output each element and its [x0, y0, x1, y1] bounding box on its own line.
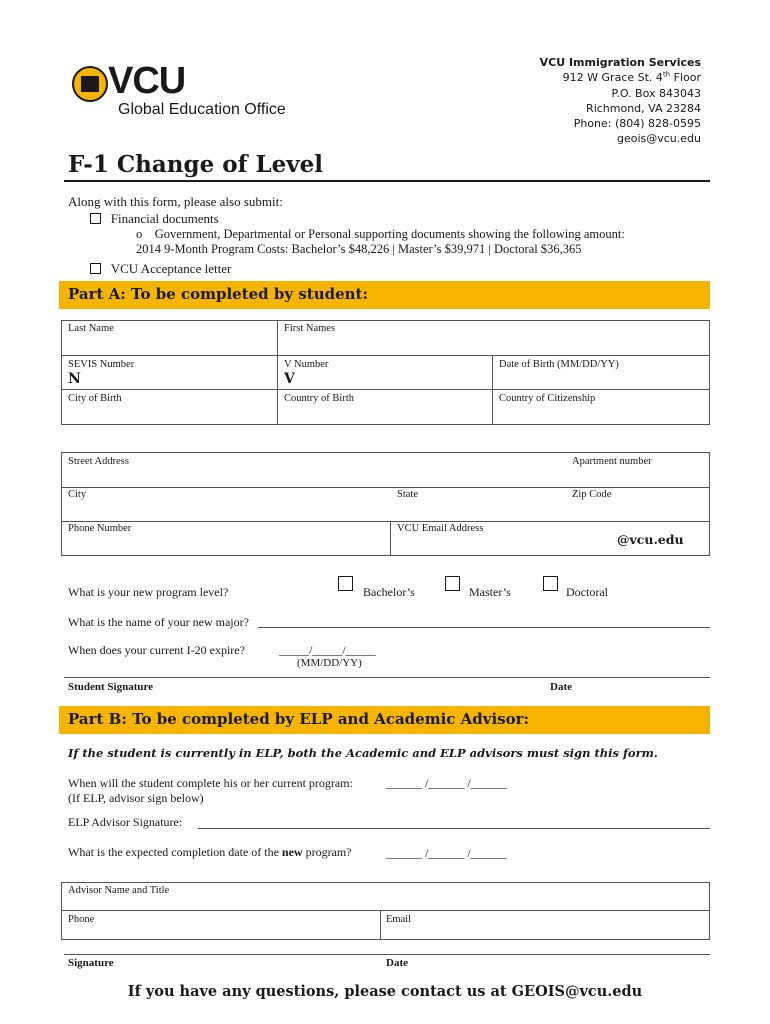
student-info-table: [61, 320, 710, 425]
doctoral-label: Doctoral: [566, 585, 608, 599]
part-a-header: Part A: To be completed by student:: [59, 281, 710, 309]
major-question: What is the name of your new major?: [68, 615, 249, 629]
sevis-label: SEVIS Number: [68, 359, 135, 370]
expected-date-blank[interactable]: ______ /______ /______: [386, 846, 507, 860]
intro-text: [68, 193, 625, 277]
expected-question: What is the expected completion date of the new program?: [68, 845, 352, 859]
city-label: City: [68, 489, 87, 500]
v-number-label: V Number: [284, 359, 329, 370]
v-prefix: V: [284, 371, 295, 387]
completion-date-blank[interactable]: ______ /______ /______: [386, 776, 507, 790]
elp-note: If the student is currently in ELP, both the Academic and ELP advisors must sign this form.: [68, 746, 658, 760]
footer-contact: If you have any questions, please contact us at GEOIS@vcu.edu: [127, 983, 643, 1000]
state-label: State: [397, 489, 418, 500]
sub-bullet: o Government, Departmental or Personal supporting documents showing the following amount:: [136, 227, 625, 241]
address-line-3: Richmond, VA 23284: [586, 101, 701, 115]
email-suffix: @vcu.edu: [617, 532, 684, 547]
phone-line: Phone: (804) 828-0595: [573, 117, 701, 131]
student-date-label: Date: [550, 681, 572, 693]
checklist-acceptance: VCU Acceptance letter: [68, 260, 625, 277]
phone-label: Phone Number: [68, 523, 132, 534]
page-title: F-1 Change of Level: [68, 151, 324, 178]
financial-checkbox[interactable]: [90, 213, 101, 224]
email-line[interactable]: geois@vcu.edu: [616, 132, 701, 146]
logo-subtitle: Global Education Office: [118, 101, 286, 118]
masters-label: Master’s: [469, 585, 511, 599]
masters-checkbox[interactable]: [445, 576, 460, 591]
checklist-financial: Financial documents: [68, 210, 625, 227]
part-b-header: Part B: To be completed by ELP and Academic Advisor:: [59, 706, 710, 734]
acceptance-checkbox[interactable]: [90, 263, 101, 274]
vcu-logo: VCU: [108, 60, 186, 102]
city-birth-label: City of Birth: [68, 393, 122, 404]
complete-question-note: (If ELP, advisor sign below): [68, 791, 204, 805]
intro-lead: Along with this form, please also submit:: [68, 194, 283, 209]
vcu-email-label: VCU Email Address: [397, 523, 484, 534]
student-signature-line[interactable]: [64, 677, 710, 678]
doctoral-checkbox[interactable]: [543, 576, 558, 591]
advisor-signature-label: Signature: [68, 957, 114, 969]
advisor-date-label: Date: [386, 957, 408, 969]
complete-question: When will the student complete his or her current program:: [68, 776, 353, 790]
apartment-label: Apartment number: [572, 456, 652, 467]
advisor-email-label: Email: [386, 914, 412, 925]
student-signature-label: Student Signature: [68, 681, 154, 693]
i20-question: When does your current I-20 expire?: [68, 643, 245, 657]
country-citizenship-label: Country of Citizenship: [499, 393, 596, 404]
major-input-line[interactable]: [258, 627, 710, 628]
bachelors-label: Bachelor’s: [363, 585, 415, 599]
org-name: VCU Immigration Services: [539, 56, 701, 69]
address-block: [540, 55, 701, 147]
last-name-label: Last Name: [68, 323, 114, 334]
street-label: Street Address: [68, 456, 129, 467]
sevis-prefix: N: [68, 371, 81, 387]
level-question: What is your new program level?: [68, 585, 229, 599]
zip-label: Zip Code: [572, 489, 612, 500]
country-birth-label: Country of Birth: [284, 393, 354, 404]
first-names-label: First Names: [284, 323, 336, 334]
advisor-signature-line[interactable]: [64, 954, 710, 955]
vcu-seal-icon: [72, 66, 108, 102]
i20-date-format: (MM/DD/YY): [297, 657, 362, 669]
address-line-1: 912 W Grace St. 4th Floor: [562, 70, 701, 85]
elp-signature-line[interactable]: [198, 828, 710, 829]
address-line-2: P.O. Box 843043: [611, 86, 701, 100]
title-divider: [64, 180, 710, 182]
advisor-phone-label: Phone: [68, 914, 95, 925]
dob-label: Date of Birth (MM/DD/YY): [499, 359, 619, 370]
i20-date-blank[interactable]: _____/_____/_____: [279, 643, 376, 657]
elp-signature-label: ELP Advisor Signature:: [68, 815, 183, 829]
program-costs: 2014 9-Month Program Costs: Bachelor’s $48,226 | Master’s $39,971 | Doctoral $36,365: [136, 242, 582, 256]
advisor-name-label: Advisor Name and Title: [68, 885, 170, 896]
address-table: [61, 452, 710, 556]
bachelors-checkbox[interactable]: [338, 576, 353, 591]
